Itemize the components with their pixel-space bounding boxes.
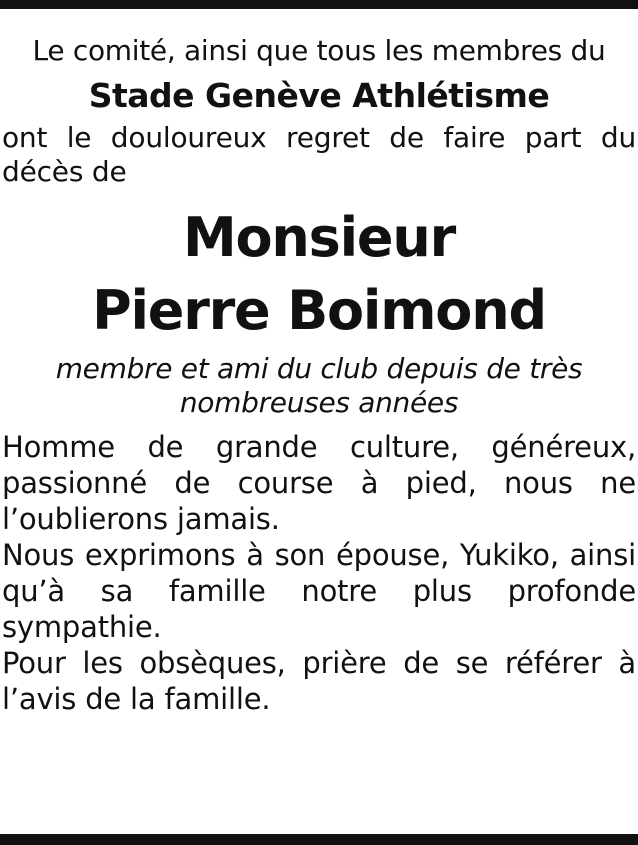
deceased-title: Monsieur (182, 206, 456, 270)
death-notice (2, 34, 636, 718)
notice-intro: Le comité, ainsi que tous les membres du (32, 34, 606, 67)
club-name: Stade Genève Athlétisme (88, 75, 550, 115)
bottom-border-rule (0, 834, 638, 845)
top-border-rule (0, 0, 638, 9)
deceased-name: Pierre Boimond (92, 279, 546, 343)
membership-line: membre et ami du club depuis de très nombreuses années (55, 352, 583, 420)
condolence-paragraph: Nous exprimons à son épouse, Yukiko, ainsi qu’à sa famille notre plus profonde sympathie. (2, 538, 636, 645)
tribute-paragraph: Homme de grande culture, généreux, passionné de course à pied, nous ne l’oublierons jamais. (2, 430, 636, 537)
notice-regret: ont le douloureux regret de faire part du décès de (2, 121, 636, 188)
funeral-paragraph: Pour les obsèques, prière de se référer à l’avis de la famille. (2, 646, 636, 717)
deceased-name-block (2, 202, 636, 348)
